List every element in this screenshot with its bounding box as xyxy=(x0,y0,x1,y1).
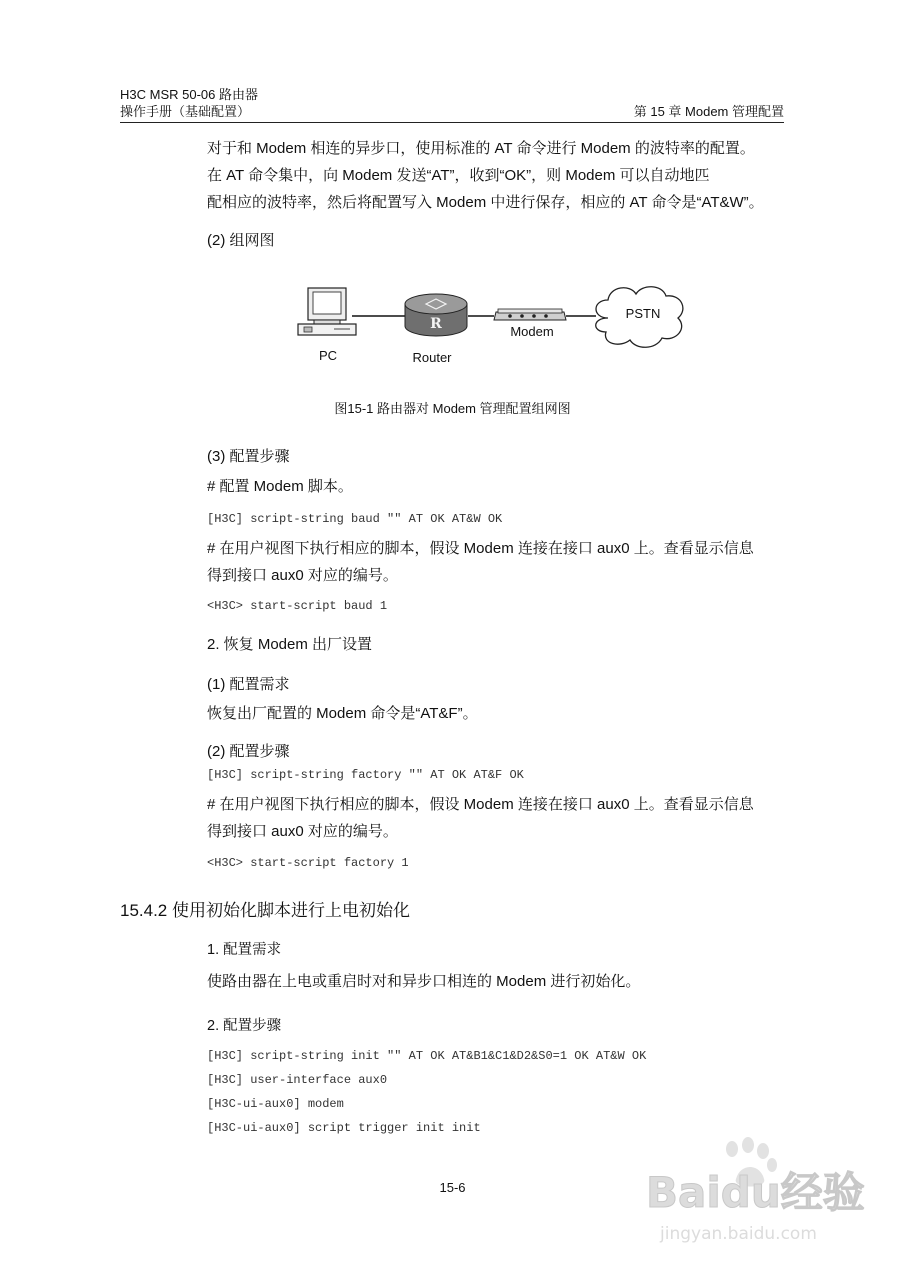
header-title: H3C MSR 50-06 路由器 xyxy=(120,87,258,102)
code-line: [H3C] script-string factory "" AT OK AT&F OK xyxy=(207,768,524,782)
figure-caption: 图15-1 路由器对 Modem 管理配置组网图 xyxy=(334,401,571,416)
comment-configure-script: # 配置 Modem 脚本。 xyxy=(207,478,353,495)
subsection-requirement: 1. 配置需求 xyxy=(207,942,282,958)
pc-icon xyxy=(298,288,356,335)
exec-note-line: # 在用户视图下执行相应的脚本，假设 Modem 连接在接口 aux0 上。查看显示信息 xyxy=(207,540,754,557)
code-line: [H3C] user-interface aux0 xyxy=(207,1073,388,1087)
watermark-brand: Baidu经验 xyxy=(646,1168,865,1217)
modem-label: Modem xyxy=(510,324,554,339)
pstn-label: PSTN xyxy=(625,306,661,321)
baidu-watermark xyxy=(640,1135,880,1250)
router-icon xyxy=(405,294,467,336)
code-line: [H3C] script-string init "" AT OK AT&B1&C1&D2&S0=1 OK AT&W OK xyxy=(207,1049,647,1063)
restore-requirement-text: 恢复出厂配置的 Modem 命令是“AT&F”。 xyxy=(207,705,478,722)
step-restore-configuration: (2) 配置步骤 xyxy=(207,743,290,760)
step-network-diagram: (2) 组网图 xyxy=(207,232,275,249)
section-heading: 15.4.2 使用初始化脚本进行上电初始化 xyxy=(120,901,410,920)
intro-line: 在 AT 命令集中，向 Modem 发送“AT”，收到“OK”，则 Modem 可以自动地匹 xyxy=(207,167,710,184)
requirement-text: 使路由器在上电或重启时对和异步口相连的 Modem 进行初始化。 xyxy=(207,973,641,990)
code-line: <H3C> start-script baud 1 xyxy=(207,599,388,613)
page-number: 15-6 xyxy=(439,1180,466,1195)
code-line: [H3C] script-string baud "" AT OK AT&W OK xyxy=(207,512,503,526)
intro-line: 对于和 Modem 相连的异步口，使用标准的 AT 命令进行 Modem 的波特率的配置。 xyxy=(207,140,755,157)
step-requirement: (1) 配置需求 xyxy=(207,676,290,693)
step-configuration: (3) 配置步骤 xyxy=(207,448,290,465)
svg-text:R: R xyxy=(430,316,442,332)
exec-note-line: # 在用户视图下执行相应的脚本，假设 Modem 连接在接口 aux0 上。查看显示信息 xyxy=(207,796,754,813)
exec-note-paragraph xyxy=(207,535,787,589)
intro-line: 配相应的波特率，然后将配置写入 Modem 中进行保存，相应的 AT 命令是“AT&W”。 xyxy=(207,194,764,211)
router-label: Router xyxy=(412,350,452,365)
pc-label: PC xyxy=(318,348,338,363)
network-diagram xyxy=(290,278,710,378)
section-restore-factory: 2. 恢复 Modem 出厂设置 xyxy=(207,636,373,653)
intro-paragraph xyxy=(207,135,787,216)
code-line: [H3C-ui-aux0] script trigger init init xyxy=(207,1121,481,1135)
header-subtitle: 操作手册（基础配置） xyxy=(120,104,251,119)
code-line: [H3C-ui-aux0] modem xyxy=(207,1097,344,1111)
subsection-steps: 2. 配置步骤 xyxy=(207,1018,282,1034)
exec-note-paragraph xyxy=(207,791,787,845)
watermark-url: jingyan.baidu.com xyxy=(660,1224,817,1244)
exec-note-line: 得到接口 aux0 对应的编号。 xyxy=(207,823,398,840)
exec-note-line: 得到接口 aux0 对应的编号。 xyxy=(207,567,398,584)
header-divider xyxy=(120,122,784,123)
header-chapter: 第 15 章 Modem 管理配置 xyxy=(633,104,784,119)
code-line: <H3C> start-script factory 1 xyxy=(207,856,409,870)
modem-icon xyxy=(494,309,566,320)
